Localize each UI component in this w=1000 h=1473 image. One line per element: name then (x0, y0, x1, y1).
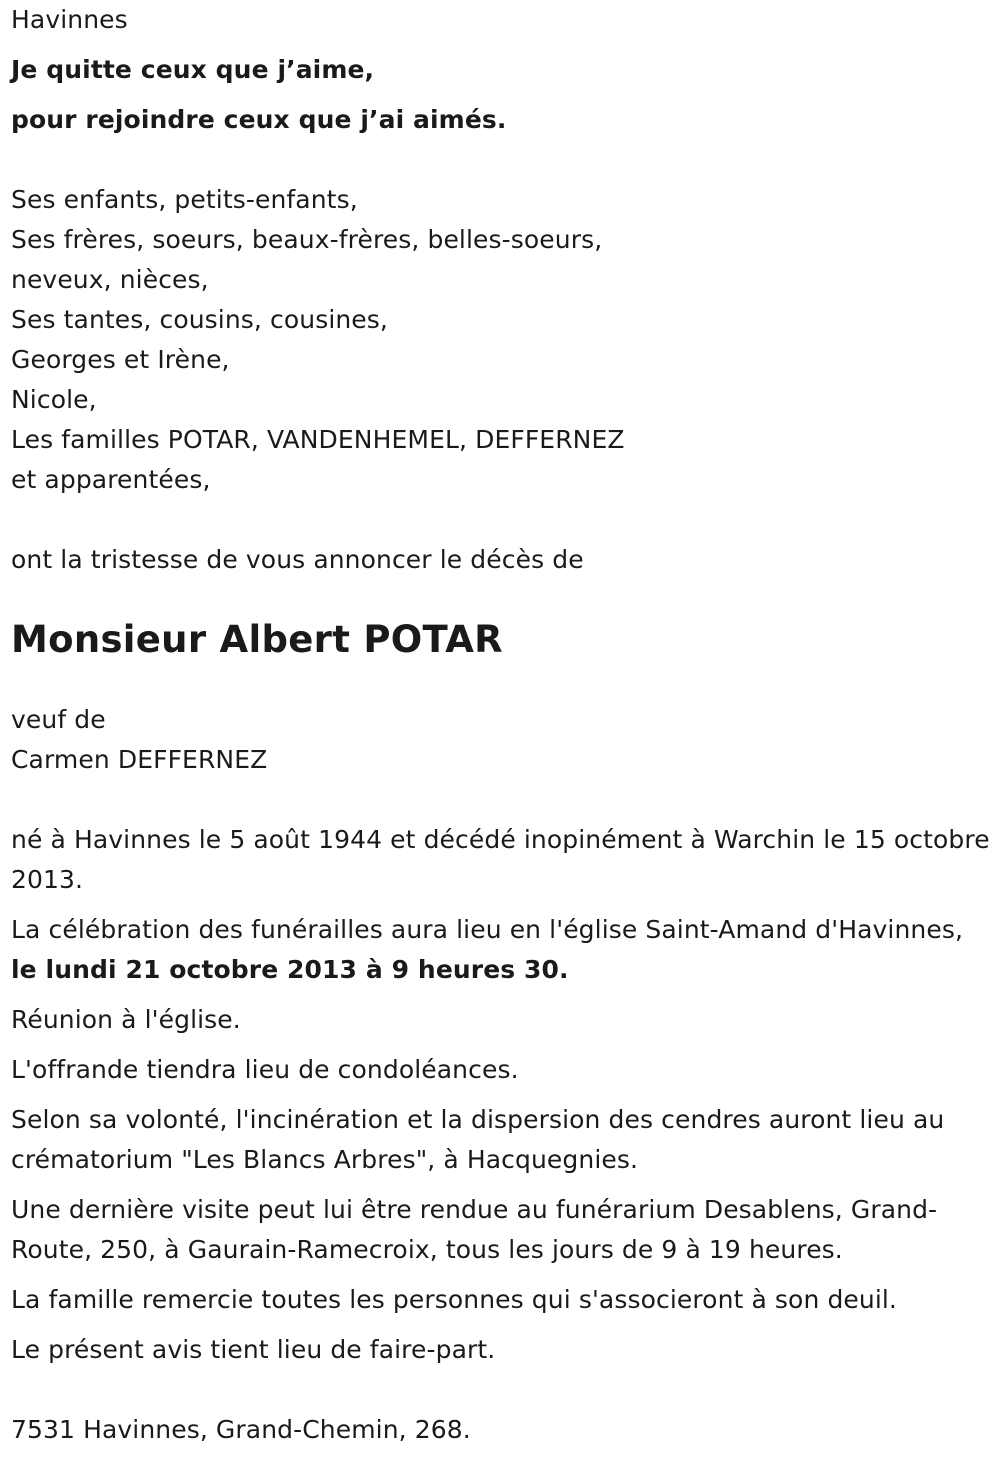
town-heading: Havinnes (11, 5, 128, 34)
address-line: 7531 Havinnes, Grand-Chemin, 268. (11, 1415, 471, 1444)
cremation-paragraph: Selon sa volonté, l'incinération et la dispersion des cendres auront lieu au crématorium "Les Blancs Arbres", à Hacquegnies. (11, 1105, 945, 1174)
family-line: Ses frères, soeurs, beaux-frères, belles-soeurs, (11, 225, 603, 254)
family-line: neveux, nièces, (11, 265, 209, 294)
thanks-paragraph: La famille remercie toutes les personnes qui s'associeront à son deuil. (11, 1285, 897, 1314)
quote-line-2: pour rejoindre ceux que j’ai aimés. (11, 105, 507, 134)
meeting-paragraph: Réunion à l'église. (11, 1005, 241, 1034)
announcement-text: ont la tristesse de vous annoncer le décès de (11, 545, 584, 574)
birth-death-paragraph: né à Havinnes le 5 août 1944 et décédé inopinément à Warchin le 15 octobre 2013. (11, 825, 990, 894)
family-line: Ses enfants, petits-enfants, (11, 185, 358, 214)
family-line: Ses tantes, cousins, cousines, (11, 305, 388, 334)
deceased-name: Monsieur Albert POTAR (11, 618, 503, 661)
funeral-date: le lundi 21 octobre 2013 à 9 heures 30. (11, 955, 569, 984)
funeral-paragraph (11, 910, 996, 990)
obituary-notice (11, 0, 996, 1450)
offering-paragraph: L'offrande tiendra lieu de condoléances. (11, 1055, 519, 1084)
visit-paragraph: Une dernière visite peut lui être rendue au funérarium Desablens, Grand-Route, 250, à Gaurain-Ramecroix, tous les jours de 9 à 19 heures. (11, 1195, 938, 1264)
notice-paragraph: Le présent avis tient lieu de faire-part. (11, 1335, 496, 1364)
family-line: Nicole, (11, 385, 97, 414)
spouse-label: veuf de (11, 705, 106, 734)
family-list (11, 180, 996, 500)
family-line: Georges et Irène, (11, 345, 230, 374)
quote-line-1: Je quitte ceux que j’aime, (11, 55, 375, 84)
family-line: Les familles POTAR, VANDENHEMEL, DEFFERNEZ (11, 425, 625, 454)
funeral-intro: La célébration des funérailles aura lieu en l'église Saint-Amand d'Havinnes, (11, 915, 964, 944)
spouse-name: Carmen DEFFERNEZ (11, 745, 268, 774)
family-line: et apparentées, (11, 465, 211, 494)
